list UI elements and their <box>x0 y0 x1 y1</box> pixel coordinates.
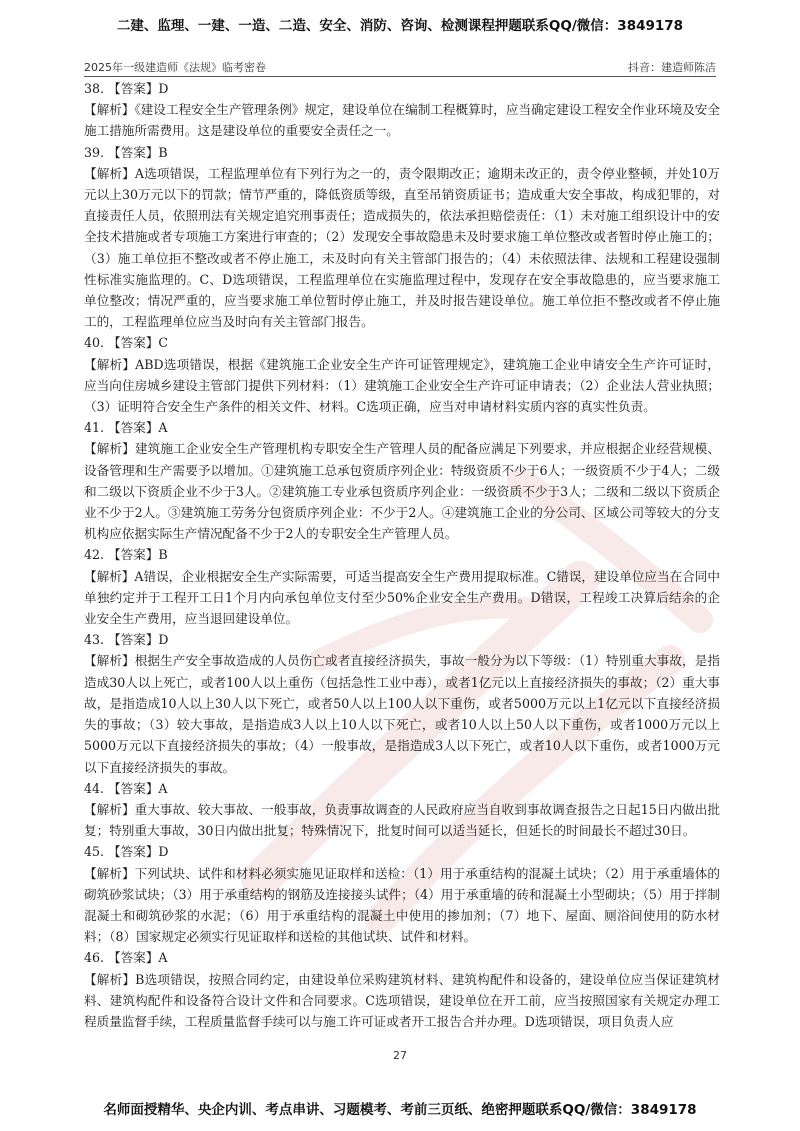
answer-line: 43. 【答案】D <box>84 632 169 648</box>
page-number: 27 <box>393 1049 407 1062</box>
answer-key-content <box>84 78 720 1032</box>
entry-44 <box>84 778 720 842</box>
bottom-contact-banner: 名师面授精华、央企内训、考点串讲、习题模考、考前三页纸、绝密押题联系QQ/微信：3849178 <box>103 1102 697 1118</box>
analysis-paragraph: 【解析】建筑施工企业安全生产管理机构专职安全生产管理人员的配备应满足下列要求，并应根据企业经营规模、设备管理和生产需要予以增加。①建筑施工总承包资质序列企业：特级资质不少于6人；一级资质不少于4人；二级和二级以下资质企业不少于3人。②建筑施工专业承包资质序列企业：一级资质不少于3人；二级和二级以下资质企业不少于2人。③建筑施工劳务分包资质序列企业：不少于2人。④建筑施工企业的分公司、区域公司等较大的分支机构应依据实际生产情况配备不少于2人的专职安全生产管理人员。 <box>84 441 720 542</box>
author-credit: 抖音：建造师陈洁 <box>628 61 716 74</box>
entry-41 <box>84 417 720 544</box>
answer-line: 41. 【答案】A <box>84 420 168 436</box>
analysis-paragraph: 【解析】A错误，企业根据安全生产实际需要，可适当提高安全生产费用提取标准。C错误，建设单位应当在合同中单独约定并于工程开工日1个月内向承包单位支付至少50%企业安全生产费用。D错误，工程竣工决算后结余的企业安全生产费用，应当退回建设单位。 <box>84 568 720 627</box>
answer-line: 40. 【答案】C <box>84 335 169 351</box>
analysis-paragraph: 【解析】重大事故、较大事故、一般事故，负责事故调查的人民政府应当自收到事故调查报告之日起15日内做出批复；特别重大事故，30日内做出批复；特殊情况下，批复时间可以适当延长，但延长的时间最长不超过30日。 <box>84 801 720 839</box>
answer-line: 42. 【答案】B <box>84 547 168 563</box>
answer-line: 38. 【答案】D <box>84 81 169 96</box>
analysis-paragraph: 【解析】《建设工程安全生产管理条例》规定，建设单位在编制工程概算时，应当确定建设工程安全作业环境及安全施工措施所需费用。这是建设单位的重要安全责任之一。 <box>84 102 720 139</box>
answer-line: 46. 【答案】A <box>84 950 168 966</box>
entry-40 <box>84 332 720 417</box>
answer-line: 44. 【答案】A <box>84 780 168 796</box>
analysis-paragraph: 【解析】根据生产安全事故造成的人员伤亡或者直接经济损失，事故一般分为以下等级：（1）特别重大事故，是指造成30人以上死亡，或者100人以上重伤（包括急性工业中毒），或者1亿元以上直接经济损失的事故；（2）重大事故，是指造成10人以上30人以下死亡，或者50人以上100人以下重伤，或者5000万元以上1亿元以下直接经济损失的事故；（3）较大事故，是指造成3人以上10人以下死亡，或者10人以上50人以下重伤，或者1000万元以上5000万元以下直接经济损失的事故；（4）一般事故，是指造成3人以下死亡，或者10人以下重伤，或者1000万元以下直接经济损失的事故。 <box>84 653 720 775</box>
answer-line: 39. 【答案】B <box>84 144 168 160</box>
exam-title: 2025年一级建造师《法规》临考密卷 <box>84 61 266 74</box>
top-contact-banner: 二建、监理、一建、一造、二造、安全、消防、咨询、检测课程押题联系QQ/微信：3849178 <box>116 18 684 34</box>
analysis-paragraph: 【解析】ABD选项错误，根据《建筑施工企业安全生产许可证管理规定》，建筑施工企业申请安全生产许可证时，应当向住房城乡建设主管部门提供下列材料：（1）建筑施工企业安全生产许可证申请表；（2）企业法人营业执照；（3）证明符合安全生产条件的相关文件、材料。C选项正确，应当对申请材料实质内容的真实性负责。 <box>84 356 720 415</box>
entry-42 <box>84 544 720 629</box>
entry-39 <box>84 142 720 333</box>
analysis-paragraph: 【解析】B选项错误，按照合同约定，由建设单位采购建筑材料、建筑构配件和设备的，建设单位应当保证建筑材料、建筑构配件和设备符合设计文件和合同要求。C选项错误，建设单位在开工前，应当按照国家有关规定办理工程质量监督手续，工程质量监督手续可以与施工许可证或者开工报告合并办理。D选项错误，项目负责人应 <box>84 971 720 1029</box>
analysis-paragraph: 【解析】A选项错误，工程监理单位有下列行为之一的，责令限期改正；逾期未改正的，责令停业整顿，并处10万元以上30万元以下的罚款；情节严重的，降低资质等级，直至吊销资质证书；造成重大安全事故，构成犯罪的，对直接责任人员，依照刑法有关规定追究刑事责任；造成损失的，依法承担赔偿责任：（1）未对施工组织设计中的安全技术措施或者专项施工方案进行审查的；（2）发现安全事故隐患未及时要求施工单位整改或者暂时停止施工的；（3）施工单位拒不整改或者不停止施工，未及时向有关主管部门报告的；（4）未依照法律、法规和工程建设强制性标准实施监理的。C、D选项错误，工程监理单位在实施监理过程中，发现存在安全事故隐患的，应当要求施工单位整改；情况严重的，应当要求施工单位暂时停止施工，并及时报告建设单位。施工单位拒不整改或者不停止施工的，工程监理单位应当及时向有关主管部门报告。 <box>84 165 720 330</box>
entry-45 <box>84 841 720 947</box>
entry-43 <box>84 629 720 777</box>
entry-46 <box>84 947 720 1032</box>
analysis-paragraph: 【解析】下列试块、试件和材料必须实施见证取样和送检：（1）用于承重结构的混凝土试块；（2）用于承重墙体的砌筑砂浆试块；（3）用于承重结构的钢筋及连接接头试件；（4）用于承重墙的砖和混凝土小型砌块；（5）用于拌制混凝土和砌筑砂浆的水泥；（6）用于承重结构的混凝土中使用的掺加剂；（7）地下、屋面、厕浴间使用的防水材料；（8）国家规定必须实行见证取样和送检的其他试块、试件和材料。 <box>84 865 720 945</box>
answer-line: 45. 【答案】D <box>84 844 169 860</box>
running-header <box>84 58 716 77</box>
entry-38 <box>84 78 720 142</box>
